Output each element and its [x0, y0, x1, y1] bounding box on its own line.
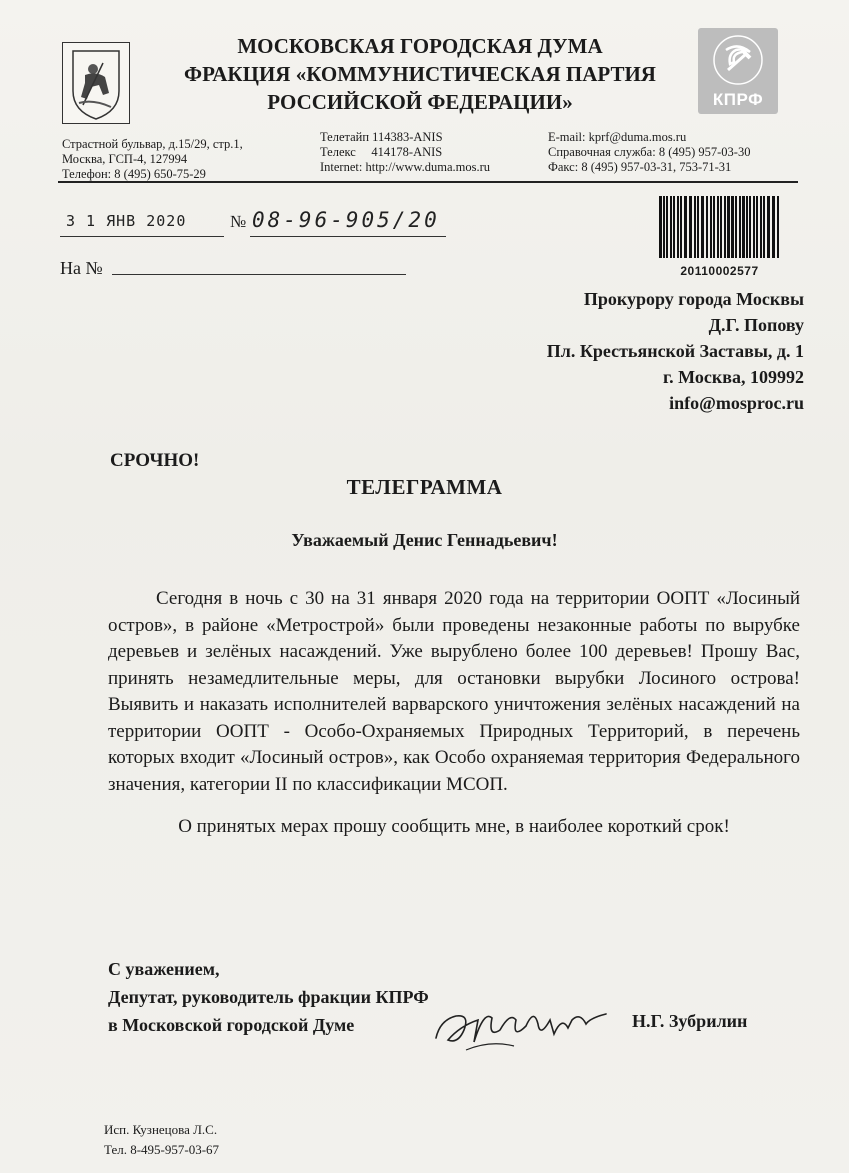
signer-organization: в Московской городской Думе: [108, 1015, 355, 1035]
hammer-sickle-icon: [698, 28, 778, 90]
body-paragraph-1: Сегодня в ночь с 30 на 31 января 2020 года на территории ООПТ «Лосиный остров», в районе «Метрострой» были проведены незаконные работы по вырубке деревьев и зелёных насаждений. Уже вырублено более 100 деревьев! Прошу Вас, принять незамедлительные меры, для остановки вырубки Лосиного острова! Выявить и наказать исполнителей варварского уничтожения зелёных насаждений на территории ООПТ - Особо-Охраняемых Природных Территорий, в перечень которых входит «Лосиный остров», как Особо охраняемая территория Федерального значения, категории II по классификации МСОП.: [108, 588, 800, 795]
addressee-city: г. Москва, 109992: [663, 367, 804, 387]
addressee-street: Пл. Крестьянской Заставы, д. 1: [546, 341, 804, 361]
reply-label: На №: [60, 258, 103, 278]
footer: [104, 1120, 219, 1160]
moscow-coat-of-arms-icon: [62, 42, 130, 124]
barcode-bar: [677, 196, 679, 258]
signer-position: Депутат, руководитель фракции КПРФ: [108, 987, 429, 1007]
date-underline: [60, 236, 224, 237]
barcode-bar: [670, 196, 672, 258]
barcode-bar: [731, 196, 734, 258]
addressee-position: Прокурору города Москвы: [583, 289, 804, 309]
header-line-2: ФРАКЦИЯ «КОММУНИСТИЧЕСКАЯ ПАРТИЯ: [184, 62, 656, 86]
contacts-address: [62, 137, 243, 182]
telex-line: Телекс 414178-ANIS: [320, 145, 443, 159]
barcode-bar: [772, 196, 775, 258]
address-city: Москва, ГСП-4, 127994: [62, 152, 188, 166]
registration-date: 3 1 ЯНВ 2020: [66, 212, 187, 230]
barcode-bar: [717, 196, 719, 258]
barcode-bar: [739, 196, 741, 258]
reply-underline: [112, 274, 406, 275]
number-underline: [250, 236, 446, 237]
barcode-bar: [706, 196, 708, 258]
barcode-bar: [694, 196, 696, 258]
barcode-bar: [763, 196, 765, 258]
barcode-bar: [720, 196, 722, 258]
header-divider: [58, 181, 798, 183]
barcode-bar: [742, 196, 745, 258]
barcode-bar: [666, 196, 668, 258]
barcode-bar: [701, 196, 704, 258]
barcode-bar: [710, 196, 712, 258]
barcode-bar: [663, 196, 665, 258]
signer-name: Н.Г. Зубрилин: [632, 1011, 748, 1031]
document-title: ТЕЛЕГРАММА: [346, 475, 503, 499]
letter-body: [108, 586, 800, 841]
barcode-bar: [697, 196, 699, 258]
barcode-bar: [713, 196, 715, 258]
barcode-bar: [684, 196, 687, 258]
header-title: [140, 32, 700, 116]
address-line: Страстной бульвар, д.15/29, стр.1,: [62, 137, 243, 151]
executor: Исп. Кузнецова Л.С.: [104, 1122, 218, 1137]
closing: С уважением,: [108, 959, 220, 979]
contacts-email: [548, 130, 750, 175]
barcode-bar: [767, 196, 770, 258]
header-line-1: МОСКОВСКАЯ ГОРОДСКАЯ ДУМА: [237, 34, 603, 58]
email-line: E-mail: kprf@duma.mos.ru: [548, 130, 687, 144]
number-prefix: №: [230, 212, 247, 231]
header-line-3: РОССИЙСКОЙ ФЕДЕРАЦИИ»: [267, 90, 573, 114]
barcode-bar: [760, 196, 762, 258]
barcode-bar: [735, 196, 737, 258]
info-phone-line: Справочная служба: 8 (495) 957-03-30: [548, 145, 751, 159]
barcode-bar: [749, 196, 751, 258]
signature-block: [108, 955, 429, 1039]
barcode-bar: [680, 196, 682, 258]
barcode-bar: [777, 196, 779, 258]
barcode-bar: [689, 196, 692, 258]
barcode: [657, 196, 782, 260]
barcode-bar: [659, 196, 662, 258]
fax-line: Факс: 8 (495) 957-03-31, 753-71-31: [548, 160, 732, 174]
internet-line: Internet: http://www.duma.mos.ru: [320, 160, 490, 174]
barcode-number: 20110002577: [680, 264, 759, 278]
barcode-bar: [753, 196, 755, 258]
barcode-bar: [727, 196, 730, 258]
teletype-line: Телетайп 114383-ANIS: [320, 130, 443, 144]
contacts-telex: [320, 130, 490, 175]
urgent-mark: СРОЧНО!: [110, 450, 200, 471]
barcode-bar: [673, 196, 675, 258]
logo-text: КПРФ: [712, 90, 764, 109]
barcode-bar: [746, 196, 748, 258]
addressee-block: [547, 286, 804, 416]
barcode-bar: [756, 196, 758, 258]
handwritten-signature: [430, 990, 620, 1060]
address-phone: Телефон: 8 (495) 650-75-29: [62, 167, 206, 181]
addressee-name: Д.Г. Попову: [708, 315, 804, 335]
kprf-logo: [698, 28, 778, 114]
executor-phone: Тел. 8-495-957-03-67: [104, 1142, 220, 1157]
greeting: Уважаемый Денис Геннадьевич!: [291, 530, 558, 550]
registration-number: 08-96-905/20: [252, 208, 440, 232]
barcode-bar: [724, 196, 726, 258]
addressee-email: info@mosproc.ru: [669, 393, 804, 413]
body-paragraph-2: О принятых мерах прошу сообщить мне, в наиболее короткий срок!: [178, 816, 730, 837]
